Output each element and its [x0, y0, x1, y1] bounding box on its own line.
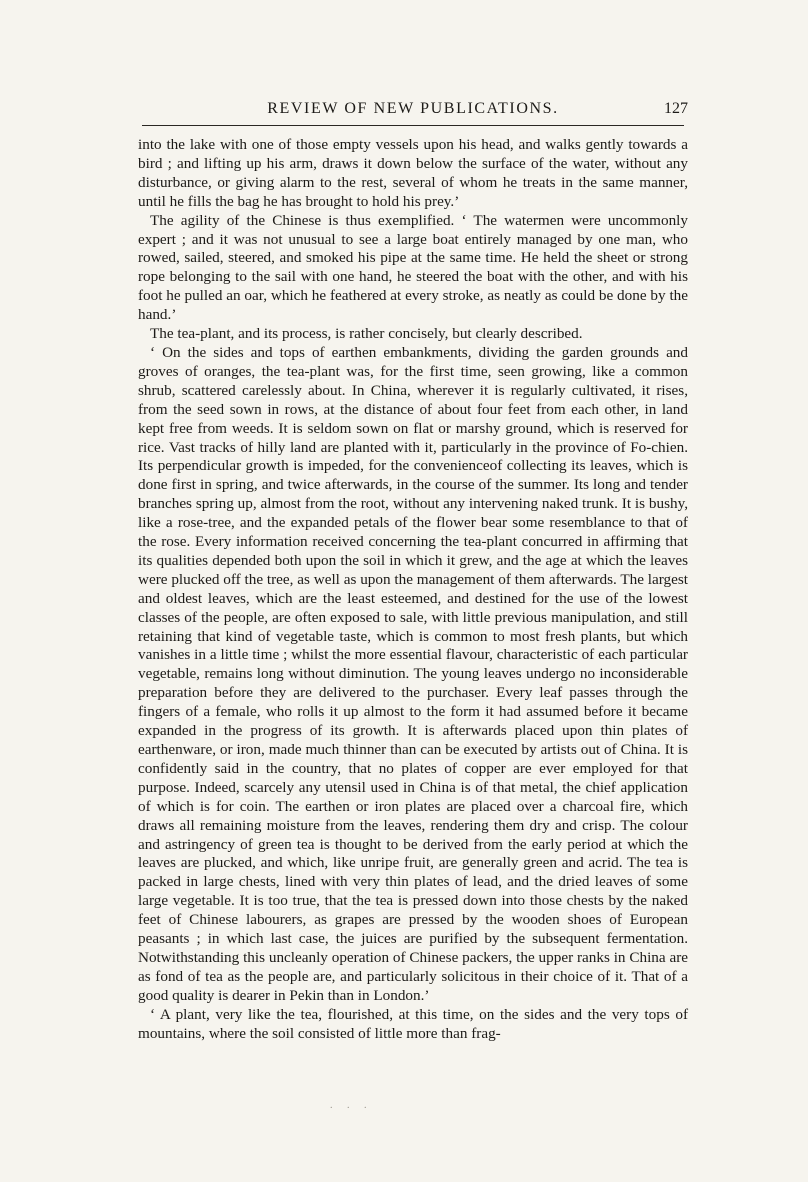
running-title: REVIEW OF NEW PUBLICATIONS.: [267, 100, 559, 117]
paragraph-continuation: into the lake with one of those empty vessels upon his head, and walks gently towards a bird ; and lifting up his arm, draws it down below the surface of the water, without any disturbance, or giving alarm to the rest, several of whom he treats in the same manner, until he fills the bag he has brought to hold his prey.’: [138, 136, 688, 210]
running-head: [138, 100, 688, 122]
page-number: 127: [664, 100, 688, 117]
article-body: [138, 136, 688, 1044]
header-rule: [142, 125, 684, 126]
paragraph-agility: The agility of the Chinese is thus exemplified. ‘ The watermen were uncommonly expert ; and it was not unusual to see a large boat entirely managed by one man, who rowed, sailed, steered, and smoked his pipe at the same time. He held the sheet or strong rope belonging to the sail with one hand, he steered the boat with the other, and with his foot he pulled an oar, which he feathered at every stroke, as neatly as could be done by the hand.’: [138, 211, 688, 324]
paragraph-tea-intro: The tea-plant, and its process, is rather concisely, but clearly described.: [150, 325, 583, 343]
paragraph-tea-quote: ‘ On the sides and tops of earthen embankments, dividing the garden grounds and groves of oranges, the tea-plant was, for the first time, seen growing, like a common shrub, scattered carelessly about. In China, wherever it is regularly cultivated, it rises, from the seed sown in rows, at the distance of about four feet from each other, in land kept free from weeds. It is seldom sown on flat or marshy ground, which is reserved for rice. Vast tracks of hilly land are planted with it, particularly in the province of Fo-chien. Its perpendicular growth is impeded, for the convenienceof collecting its leaves, which is done first in spring, and twice afterwards, in the course of the summer. Its long and tender branches spring up, almost from the root, without any intervening naked trunk. It is bushy, like a rose-tree, and the expanded petals of the flower bear some resemblance to that of the rose. Every information received concerning the tea-plant concurred in affirming that its qualities depended both upon the soil in which it grew, and the age at which the leaves were plucked off the tree, as well as upon the management of them afterwards. The largest and oldest leaves, which are the least esteemed, and destined for the use of the lowest classes of the people, are often exposed to sale, with little previous manipulation, and still retaining that kind of vegetable taste, which is common to most fresh plants, but which vanishes in a little time ; whilst the more essential flavour, characteristic of each particular vegetable, remains long without diminution. The young leaves undergo no inconsiderable preparation before they are delivered to the purchaser. Every leaf passes through the fingers of a female, who rolls it up almost to the form it had assumed before it became expanded in the progress of its growth. It is afterwards placed upon thin plates of earthenware, or iron, made much thinner than can be executed by artists out of China. It is confidently said in the country, that no plates of copper are ever employed for that purpose. Indeed, scarcely any utensil used in China is of that metal, the chief application of which is for coin. The earthen or iron plates are placed over a charcoal fire, which draws all remaining moisture from the leaves, rendering them dry and crisp. The colour and astringency of green tea is thought to be derived from the early period at which the leaves are plucked, and which, like unripe fruit, are generally green and acrid. The tea is packed in large chests, lined with very thin plates of lead, and the dried leaves of some large vegetable. It is too true, that the tea is pressed down into those chests by the naked feet of Chinese labourers, as grapes are pressed by the wooden shoes of European peasants ; in which last case, the juices are purified by the subsequent fermentation. Notwithstanding this uncleanly operation of Chinese packers, the upper ranks in China are as fond of tea as the people are, and particularly solicitous in their choice of it. That of a good quality is dearer in Pekin than in London.’: [138, 343, 688, 1004]
paragraph-plant-quote: ‘ A plant, very like the tea, flourished, at this time, on the sides and the very tops of mountains, where the soil consisted of little more than frag-: [138, 1005, 688, 1042]
footer-marks: . . .: [330, 1100, 373, 1111]
